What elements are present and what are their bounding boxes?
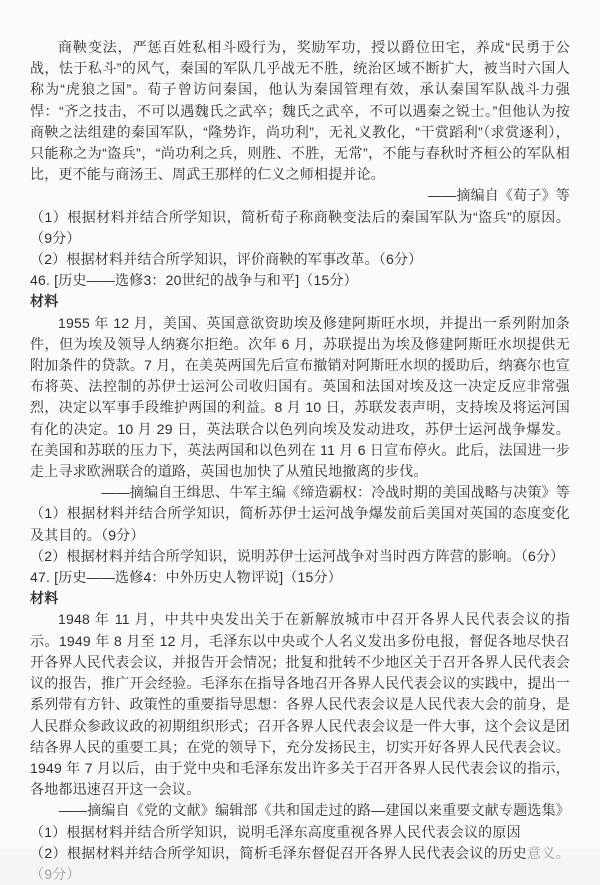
question-45-block — [30, 37, 570, 270]
source-attribution-47: ——摘编自《党的文献》编辑部《共和国走过的路—建国以来重要文献专题选集》 — [58, 802, 570, 819]
material-label-46: 材料 — [30, 293, 59, 310]
question-47-heading: 47. [历史——选修4：中外历史人物评说]（15分） — [30, 569, 342, 586]
material-paragraph-45: 商鞅变法，严惩百姓私相斗殴行为，奖励军功，授以爵位田宅，养成“民勇于公战，怯于私斗”的风气，秦国的军队几乎战无不胜，统治区域不断扩大，被当时六国人称为“虎狼之国”。荀子曾访问秦国，他认为秦国管理有效，承认秦国军队战斗力强悍：“齐之技击，不可以遇魏氏之武卒；魏氏之武卒，不可以遇秦之锐士。”但他认为按商鞅之法组建的秦国军队，“隆势诈，尚功利”，无礼义教化，“干赏蹈利”（求赏逐利），只能称之为“盗兵”，“尚功利之兵，则胜、不胜，无常”，不能与春秋时齐桓公的军队相比，更不能与商汤王、周武王那样的仁义之师相提并论。 — [30, 39, 570, 183]
question-47-part2 — [30, 843, 570, 885]
question-45-part1: （1）根据材料并结合所学知识，简析荀子称商鞅变法后的秦国军队为“盗兵”的原因。（9分） — [30, 208, 570, 246]
material-label-47: 材料 — [30, 590, 59, 607]
question-45-part2: （2）根据材料并结合所学知识，评价商鞅的军事改革。（6分） — [30, 251, 423, 268]
question-47-part1: （1）根据材料并结合所学知识，说明毛泽东高度重视各界人民代表会议的原因 — [30, 823, 521, 840]
question-47-part2-text: （2）根据材料并结合所学知识，简析毛泽东督促召开各界人民代表会议的历史 — [30, 844, 528, 861]
source-attribution-45: ——摘编自《荀子》等 — [428, 187, 570, 204]
question-46-part1: （1）根据材料并结合所学知识，简析苏伊士运河战争爆发前后美国对英国的态度变化及其目的。（9分） — [30, 505, 570, 543]
material-paragraph-46: 1955 年 12 月，美国、英国意欲资助埃及修建阿斯旺水坝，并提出一系列附加条件，但为埃及领导人纳赛尔拒绝。次年 6 月，苏联提出为埃及修建阿斯旺水坝提供无附加条件的贷款。7 月，在美英两国先后宣布撤销对阿斯旺水坝的援助后，纳赛尔也宣布将英、法控制的苏伊士运河公司收归国有。英国和法国对埃及这一决定反应非常强烈，决定以军事手段维护两国的利益。8 月 10 日，苏联发表声明，支持埃及将运河国有化的决定。10 月 29 日，英法联合以色列向埃及发动进攻，苏伊士运河战争爆发。在美国和苏联的压力下，英法两国和以色列在 11 月 6 日宣布停火。此后，法国进一步走上寻求欧洲联合的道路，英国也加快了从殖民地撤离的步伐。 — [30, 314, 570, 480]
question-46-block — [30, 270, 570, 567]
source-attribution-46: ——摘编自王缉思、牛军主编《缔造霸权：冷战时期的美国战略与决策》等 — [101, 484, 570, 501]
question-47-block — [30, 567, 570, 885]
material-paragraph-47: 1948 年 11 月，中共中央发出关于在新解放城市中召开各界人民代表会议的指示。1949 年 8 月至 12 月，毛泽东以中央或个人名义发出多份电报，督促各地尽快召开各界人民代表会议，并报告开会情况；批复和批转不少地区关于召开各界人民代表会议的报告，推广开会经验。毛泽东在指导各地召开各界人民代表会议的实践中，提出一系列带有方针、政策性的重要指导思想：各界人民代表会议是人民代表大会的前身，是人民群众参政议政的初期组织形式；召开各界人民代表会议是一件大事，这个会议是团结各界人民的重要工具；在党的领导下，充分发扬民主，切实开好各界人民代表会议。1949 年 7 月以后，由于党中央和毛泽东发出许多关于召开各界人民代表会议的指示，各地都迅速召开这一会议。 — [30, 611, 570, 798]
question-47-part2-faded-tail: 意义。（9分） — [30, 844, 570, 882]
question-46-part2: （2）根据材料并结合所学知识，说明苏伊士运河战争对当时西方阵营的影响。（6分） — [30, 547, 565, 564]
question-46-heading: 46. [历史——选修3：20世纪的战争与和平]（15分） — [30, 272, 358, 289]
